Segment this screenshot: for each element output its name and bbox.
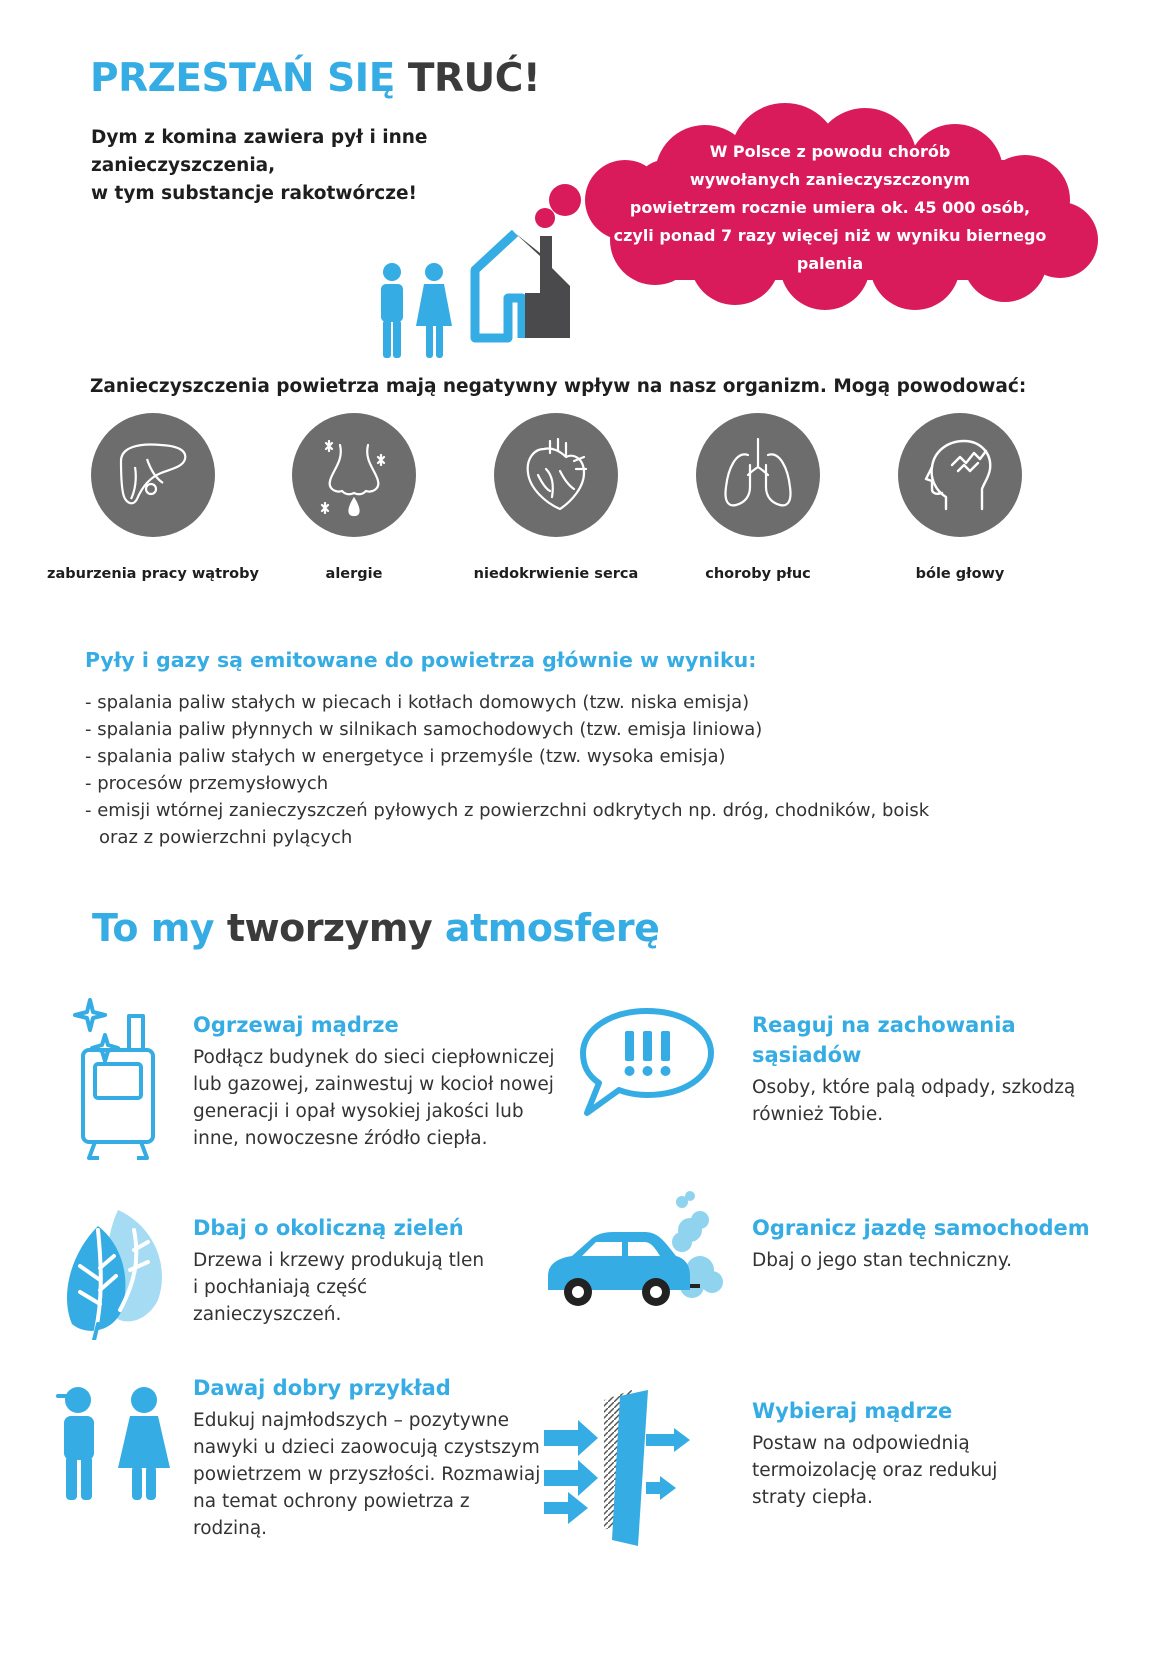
list-item: - procesów przemysłowych	[85, 773, 329, 794]
tip-green	[193, 1213, 493, 1328]
cloud-line: czyli ponad 7 razy więcej niż w wyniku biernego palenia	[613, 226, 1047, 273]
tip-body: Edukuj najmłodszych – pozytywne nawyki u dzieci zaowocują czystszym powietrzem w przyszłości. Rozmawiaj na temat ochrony powietrza z rodziną.	[193, 1410, 541, 1539]
tip-heading: Ogrzewaj mądrze	[193, 1013, 399, 1037]
effect-label: niedokrwienie serca	[473, 566, 639, 582]
intro-text	[91, 124, 611, 208]
tip-body: Osoby, które palą odpady, szkodzą również Tobie.	[752, 1077, 1076, 1125]
lungs-icon	[696, 413, 820, 537]
title-part2: TRUĆ!	[407, 56, 541, 101]
section-title-part2: tworzymy	[226, 906, 433, 950]
tip-example	[193, 1373, 548, 1542]
boiler-icon	[65, 990, 165, 1165]
tip-react	[752, 1010, 1112, 1128]
tip-heading: Dawaj dobry przykład	[193, 1376, 451, 1400]
cloud-text	[580, 138, 1080, 278]
title-part1: PRZESTAŃ SIĘ	[90, 56, 395, 101]
car-icon	[540, 1190, 725, 1325]
list-item: - emisji wtórnej zanieczyszczeń pyłowych z powierzchni odkrytych np. dróg, chodników, boisk oraz z powierzchni pylących	[85, 800, 930, 848]
cloud-line: W Polsce z powodu chorób	[709, 142, 951, 161]
allergy-nose-icon	[292, 413, 416, 537]
effect-label: alergie	[325, 566, 383, 582]
sources-list	[85, 689, 939, 851]
speech-bubble-icon	[575, 1003, 720, 1123]
tip-heading: Dbaj o okoliczną zieleń	[193, 1216, 464, 1240]
tip-heat	[193, 1010, 568, 1152]
heart-icon	[494, 413, 618, 537]
tip-heading: Wybieraj mądrze	[752, 1399, 953, 1423]
list-item: - spalania paliw stałych w piecach i kotłach domowych (tzw. niska emisja)	[85, 692, 750, 713]
tip-heading: Ogranicz jazdę samochodem	[752, 1216, 1090, 1240]
tip-body: Postaw na odpowiednią termoizolację oraz redukuj straty ciepła.	[752, 1433, 998, 1508]
tip-choose	[752, 1396, 1052, 1511]
effect-label: bóle głowy	[915, 566, 1005, 582]
list-item: - spalania paliw płynnych w silnikach samochodowych (tzw. emisja liniowa)	[85, 719, 763, 740]
effect-label: zaburzenia pracy wątroby	[47, 566, 259, 582]
tip-heading: Reaguj na zachowania sąsiadów	[752, 1013, 1016, 1067]
section-title	[92, 906, 659, 950]
tip-body: Drzewa i krzewy produkują tlen i pochłaniają część zanieczyszczeń.	[193, 1250, 485, 1325]
page-title	[90, 56, 540, 101]
house-chimney-icon	[470, 228, 590, 343]
insulation-icon	[542, 1390, 732, 1550]
intro-line2: w tym substancje rakotwórcze!	[91, 183, 417, 204]
headache-icon	[898, 413, 1022, 537]
tip-body: Podłącz budynek do sieci ciepłowniczej lub gazowej, zainwestuj w kocioł nowej generacji i opał wysokiej jakości lub inne, nowoczesne źródło ciepła.	[193, 1047, 555, 1149]
children-icon	[52, 1382, 182, 1502]
sources-heading: Pyły i gazy są emitowane do powietrza głównie w wyniku:	[85, 648, 757, 672]
tip-car	[752, 1213, 1132, 1274]
effect-label: choroby płuc	[705, 566, 811, 582]
people-icon	[372, 262, 462, 358]
cloud-line: powietrzem rocznie umiera ok. 45 000 osób,	[629, 198, 1031, 217]
liver-icon	[91, 413, 215, 537]
list-item: - spalania paliw stałych w energetyce i przemyśle (tzw. wysoka emisja)	[85, 746, 726, 767]
leaves-icon	[58, 1200, 173, 1340]
section-title-part3: atmosferę	[444, 906, 660, 950]
tip-body: Dbaj o jego stan techniczny.	[752, 1250, 1013, 1271]
intro-line1: Dym z komina zawiera pył i inne zanieczyszczenia,	[91, 127, 428, 176]
effects-lead: Zanieczyszczenia powietrza mają negatywny wpływ na nasz organizm. Mogą powodować:	[90, 376, 1027, 397]
cloud-line: wywołanych zanieczyszczonym	[689, 170, 971, 189]
section-title-part1: To my	[92, 906, 215, 950]
